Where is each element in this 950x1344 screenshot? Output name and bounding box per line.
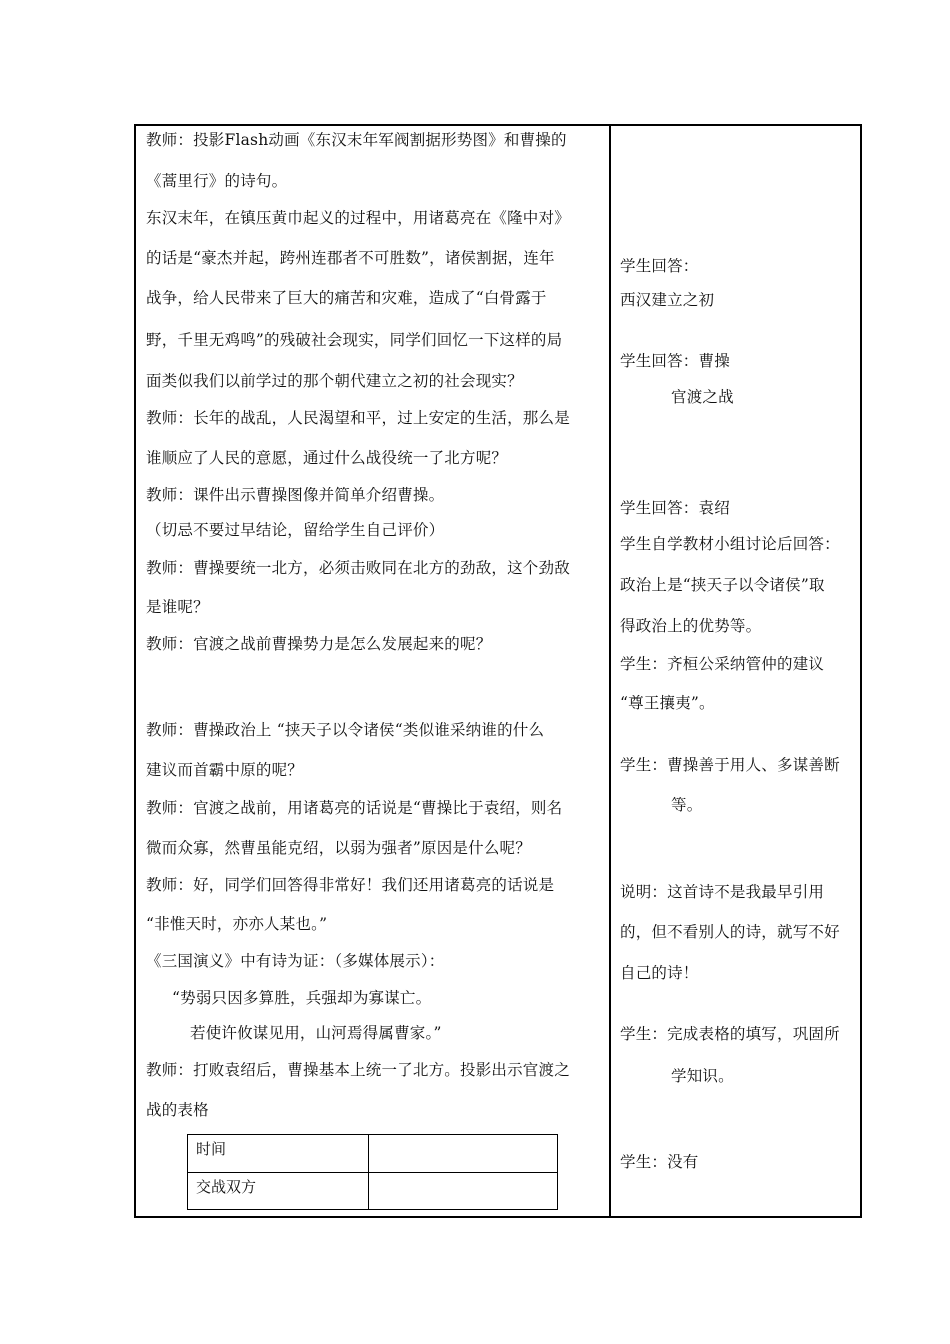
table-row (188, 1135, 557, 1173)
teacher-line: 教师：投影Flash动画《东汉末年军阀割据形势图》和曹操的 (146, 131, 567, 149)
teacher-line: 教师：课件出示曹操图像并简单介绍曹操。 (146, 486, 445, 504)
student-line: 政治上是“挟天子以令诸侯”取 (620, 576, 825, 594)
teacher-line: （切忌不要过早结论，留给学生自己评价） (146, 521, 445, 539)
table-cell-label: 时间 (196, 1140, 227, 1158)
teacher-line: 是谁呢？ (146, 598, 209, 616)
table-column-divider (368, 1135, 369, 1209)
student-line: 学生：曹操善于用人、多谋善断 (620, 756, 840, 774)
teacher-line: 野，千里无鸡鸣”的残破社会现实，同学们回忆一下这样的局 (146, 331, 563, 349)
teacher-line: 建议而首霸中原的呢？ (146, 761, 304, 779)
column-divider (609, 126, 611, 1216)
student-line: 学生回答：曹操 (620, 352, 730, 370)
student-line: 学生：齐桓公采纳管仲的建议 (620, 655, 825, 673)
teacher-line: 谁顺应了人民的意愿，通过什么战役统一了北方呢？ (146, 449, 508, 467)
poem-line: “势弱只因多算胜，兵强却为寡谋亡。 (172, 989, 432, 1007)
student-line: 学生回答：袁绍 (620, 499, 730, 517)
teacher-line: 战的表格 (146, 1101, 209, 1119)
table-row (188, 1173, 557, 1211)
teacher-line: 《三国演义》中有诗为证：（多媒体展示）： (146, 952, 445, 970)
teacher-line: “非惟天时，亦亦人某也。” (146, 915, 328, 933)
teacher-line: 教师：官渡之战前，用诸葛亮的话说是“曹操比于袁绍，则名 (146, 799, 563, 817)
table-cell-label: 交战双方 (196, 1178, 257, 1196)
teacher-line: 教师：打败袁绍后，曹操基本上统一了北方。投影出示官渡之 (146, 1061, 570, 1079)
student-line: 学生：没有 (620, 1153, 699, 1171)
student-line: 等。 (671, 796, 703, 814)
teacher-line: 教师：官渡之战前曹操势力是怎么发展起来的呢？ (146, 635, 492, 653)
lesson-plan-table (134, 124, 862, 1218)
student-line: 自己的诗！ (620, 964, 699, 982)
student-line: 得政治上的优势等。 (620, 617, 762, 635)
teacher-line: 教师：好，同学们回答得非常好！我们还用诸葛亮的话说是 (146, 876, 555, 894)
student-line: 学知识。 (671, 1067, 734, 1085)
poem-line: 若使许攸谋见用，山河焉得属曹家。” (190, 1024, 442, 1042)
student-line: “尊王攘夷”。 (620, 694, 715, 712)
guandu-battle-table (187, 1134, 558, 1210)
teacher-line: 教师：曹操要统一北方，必须击败同在北方的劲敌，这个劲敌 (146, 559, 570, 577)
student-line: 的，但不看别人的诗，就写不好 (620, 923, 840, 941)
student-line: 学生：完成表格的填写，巩固所 (620, 1025, 840, 1043)
teacher-line: 《蒿里行》的诗句。 (146, 172, 288, 190)
teacher-line: 东汉末年，在镇压黄巾起义的过程中，用诸葛亮在《隆中对》 (146, 209, 570, 227)
student-line: 学生自学教材小组讨论后回答： (620, 535, 840, 553)
teacher-line: 教师：曹操政治上 “挟天子以令诸侯“类似谁采纳谁的什么 (146, 721, 545, 739)
teacher-line: 的话是“豪杰并起，跨州连郡者不可胜数”，诸侯割据，连年 (146, 249, 555, 267)
teacher-line: 教师：长年的战乱，人民渴望和平，过上安定的生活，那么是 (146, 409, 570, 427)
teacher-line: 面类似我们以前学过的那个朝代建立之初的社会现实？ (146, 372, 523, 390)
teacher-line: 战争，给人民带来了巨大的痛苦和灾难，造成了“白骨露于 (146, 289, 547, 307)
student-line: 官渡之战 (671, 388, 734, 406)
teacher-line: 微而众寡，然曹虽能克绍，以弱为强者”原因是什么呢？ (146, 839, 531, 857)
student-line: 学生回答： (620, 257, 699, 275)
student-line: 说明：这首诗不是我最早引用 (620, 883, 825, 901)
student-line: 西汉建立之初 (620, 291, 715, 309)
